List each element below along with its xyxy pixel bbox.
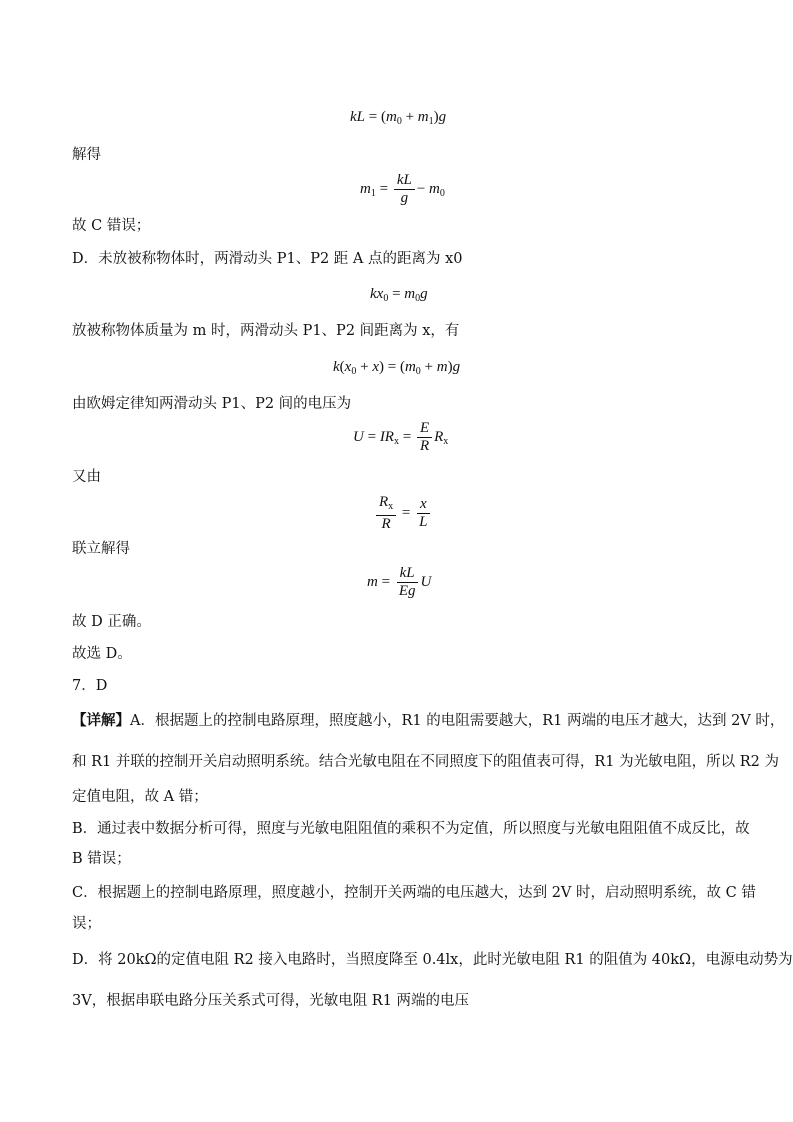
a-line1-text: A．根据题上的控制电路原理，照度越小，R1 的电阻需要越大，R1 两端的电压才越大，达到 2V 时， [130,713,785,729]
text-d-correct: 故 D 正确。 [72,614,151,630]
equation-voltage: $U = IR_x$ = $\frac{E}{R}$ $R_x$ [353,420,449,454]
equation-m1: $m_1$ = $\frac{kL}{g}$ − $m_0$ [360,172,445,206]
detail-d-line1: D．将 20kΩ的定值电阻 R2 接入电路时，当照度降至 0.4lx，此时光敏电阻 R1 的阻值为 40kΩ，电源电动势为 [72,952,793,968]
text-d-intro: D．未放被称物体时，两滑动头 P1、P2 距 A 点的距离为 x0 [72,251,463,267]
detail-b-line1: B．通过表中数据分析可得，照度与光敏电阻阻值的乘积不为定值，所以照度与光敏电阻阻值不成反比，故 [72,821,750,837]
equation-balance: $k(x_0 + x) = (m_0 + m)g$ [333,359,461,377]
equation-ratio: $\frac{R_x}{R}$ = $\frac{x}{L}$ [374,494,432,533]
detail-a-line1 [72,711,784,731]
text-choose-d: 故选 D。 [72,646,132,662]
text-c-wrong: 故 C 错误； [72,218,151,234]
text-jiede: 解得 [72,147,101,163]
detail-a-line2: 和 R1 并联的控制开关启动照明系统。结合光敏电阻在不同照度下的阻值表可得，R1 为光敏电阻，所以 R2 为 [72,754,779,770]
detail-b-line2: B 错误； [72,851,131,867]
text-d-ohm: 由欧姆定律知两滑动头 P1、P2 间的电压为 [72,396,352,412]
text-d-place: 放被称物体质量为 m 时，两滑动头 P1、P2 间距离为 x，有 [72,323,460,339]
text-lianli: 联立解得 [72,541,130,557]
detail-a-line3: 定值电阻，故 A 错； [72,789,208,805]
detail-tag: 【详解】 [72,712,130,729]
detail-c-line1: C．根据题上的控制电路原理，照度越小，控制开关两端的电压越大，达到 2V 时，启动照明系统，故 C 错 [72,885,756,901]
detail-c-line2: 误； [72,916,101,932]
question-7-answer: 7．D [72,678,108,694]
text-youyou: 又由 [72,469,101,485]
equation-kx0: $kx_0 = m_0g$ [370,286,428,304]
equation-m: m = $\frac{kL}{Eg}$ U [367,565,432,599]
equation-kl: kL = $(m_0 + m_1)g$ [350,109,447,127]
detail-d-line2: 3V，根据串联电路分压关系式可得，光敏电阻 R1 两端的电压 [72,993,470,1009]
